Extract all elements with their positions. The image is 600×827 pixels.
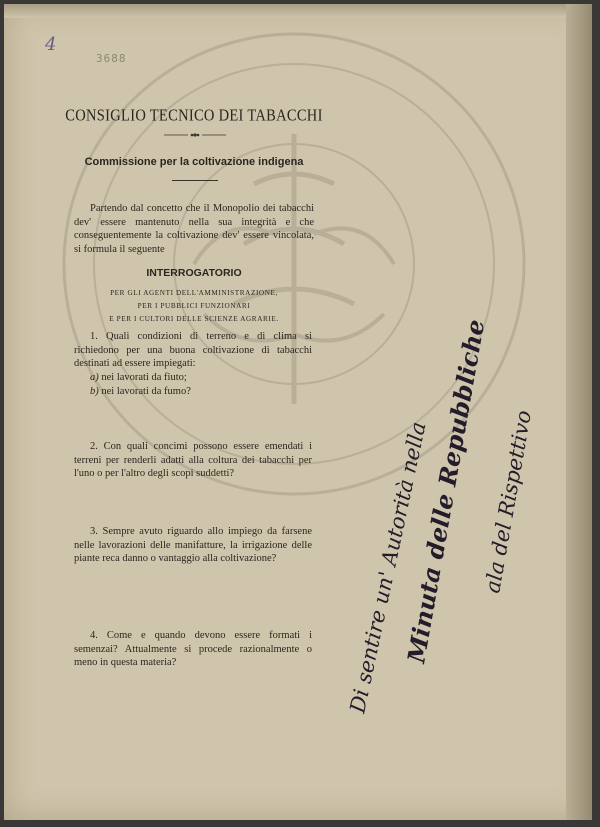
archive-stamp-number: 3688: [96, 52, 127, 65]
addressee-line: PER I PUBBLICI FUNZIONARI: [137, 302, 251, 310]
handwriting-line-3: ala del Rispettivo: [480, 408, 537, 595]
handwriting-line-1: Di sentire un' Autorità nella: [345, 419, 431, 716]
q1-option-b: [90, 385, 191, 399]
option-letter: a): [90, 372, 99, 383]
document-sheet: [4, 4, 592, 820]
option-letter: b): [90, 386, 99, 397]
title-ornament: [164, 132, 226, 138]
section-heading: INTERROGATORIO: [146, 267, 242, 279]
option-text: nei lavorati da fumo?: [98, 386, 191, 397]
question-4: 4. Come e quando devono essere formati i semenzai? Attualmente si procede razionalmente o meno in questa materia?: [74, 630, 312, 669]
option-text: nei lavorati da fiuto;: [98, 372, 187, 383]
divider-rule: [172, 180, 218, 181]
handwriting-line-2: Minuta delle Repubbliche: [401, 317, 491, 666]
question-2: 2. Con quali concimi possono essere emendati i terreni per renderli adatti alla coltura dei tabacchi per l'uno o per l'altro degli scopi suddetti?: [74, 441, 312, 480]
archive-pencil-number: 4: [45, 34, 57, 55]
handwritten-annotation: [324, 154, 544, 754]
document-title: CONSIGLIO TECNICO DEI TABACCHI: [65, 106, 323, 126]
addressee-line: E PER I CULTORI DELLE SCIENZE AGRARIE.: [109, 315, 279, 323]
document-subtitle: Commissione per la coltivazione indigena: [84, 156, 304, 168]
intro-paragraph: Partendo dal concetto che il Monopolio dei tabacchi dev' essere mantenuto nella sua integrità e che conseguentemente la coltivazione dev' essere vincolata, si formula il seguente: [74, 203, 314, 255]
question-3: 3. Sempre avuto riguardo allo impiego da farsene nelle lavorazioni delle manifatture, la irrigazione delle piante reca danno o vantaggio alla coltivazione?: [74, 526, 312, 565]
q1-option-a: [90, 371, 187, 385]
question-1: 1. Quali condizioni di terreno e di clima si richiedono per una buona coltivazione di tabacchi destinati ad essere impiegati:: [74, 331, 312, 370]
addressee-line: PER GLI AGENTI DELL'AMMINISTRAZIONE,: [110, 289, 278, 297]
